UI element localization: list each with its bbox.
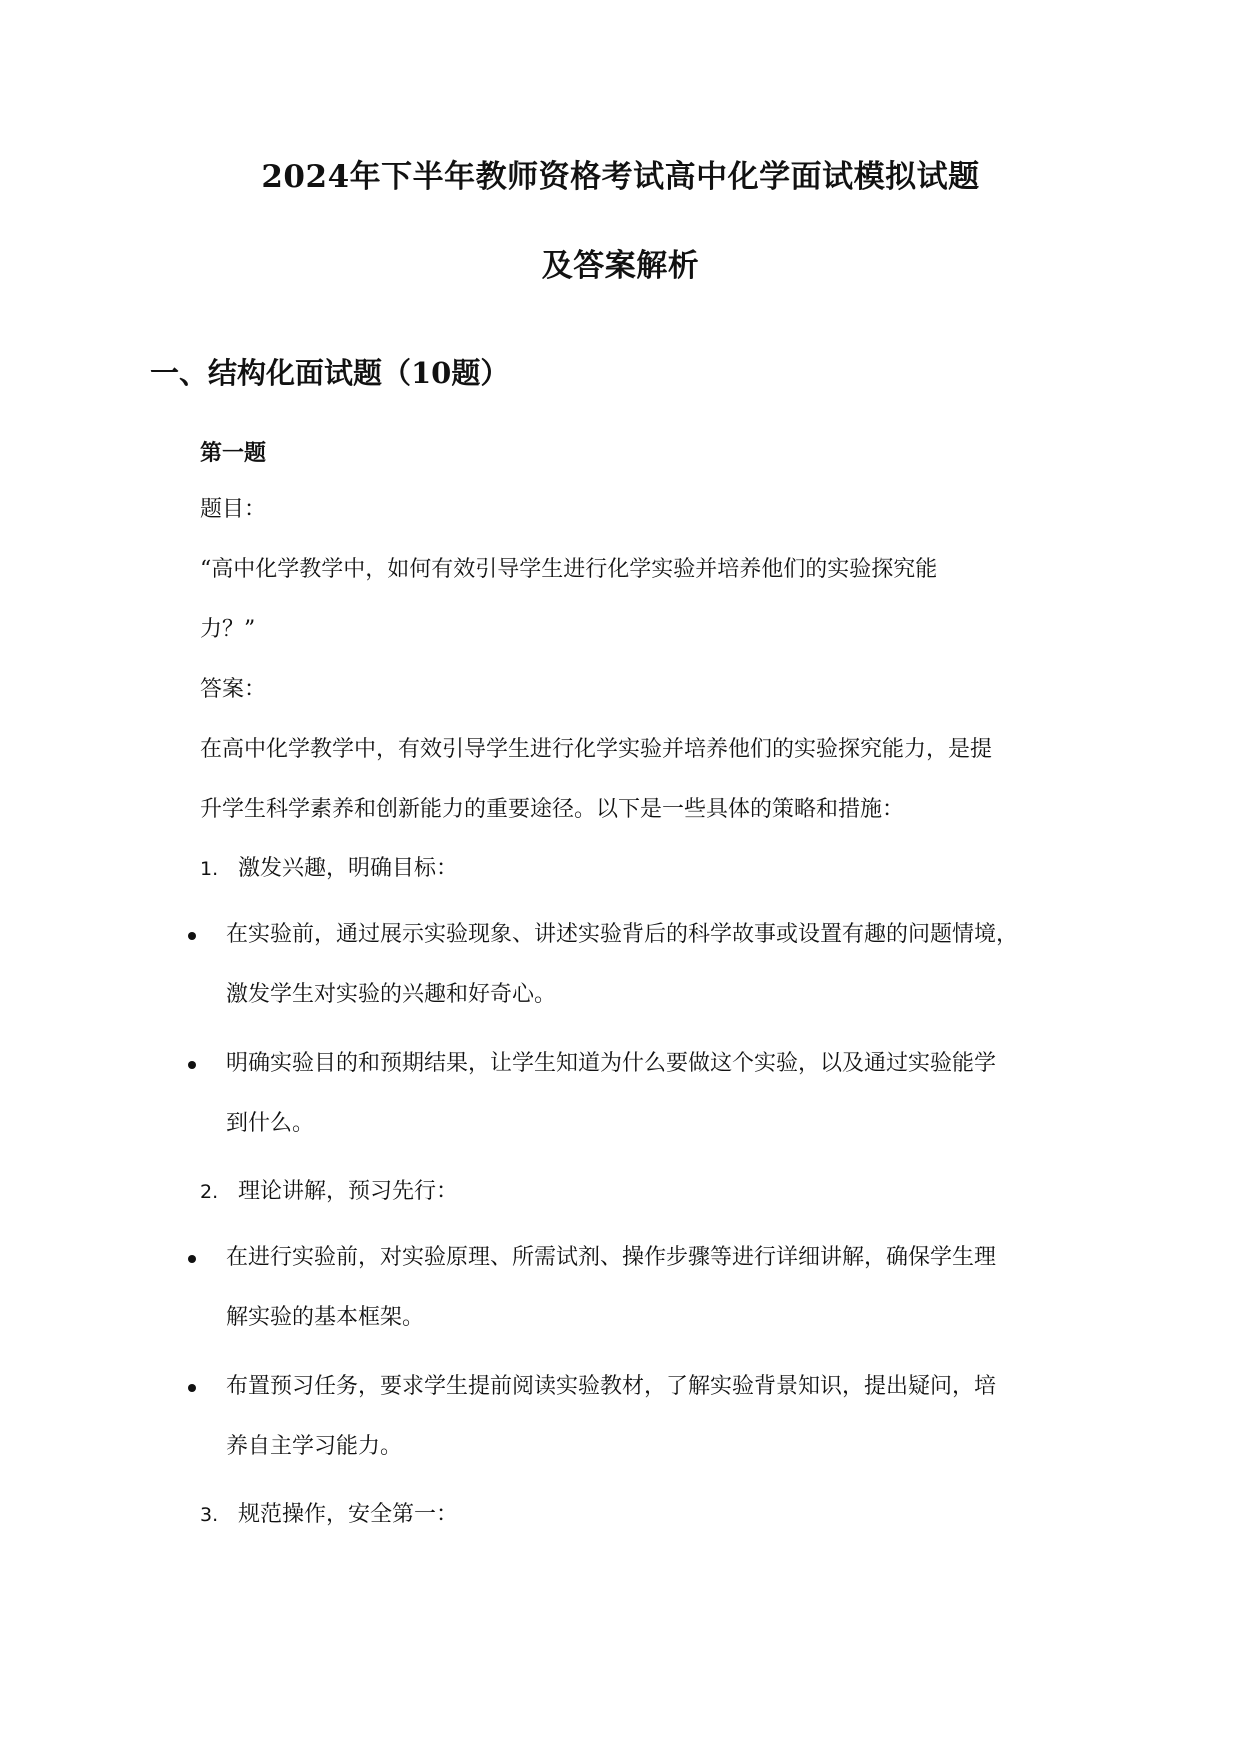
document-title-line-2: 及答案解析 <box>541 248 700 284</box>
question-label: 题目： <box>200 497 267 522</box>
question-text-line-1: “高中化学教学中，如何有效引导学生进行化学实验并培养他们的实验探究能 <box>200 557 938 582</box>
bullet-text-line: 在实验前，通过展示实验现象、讲述实验背后的科学故事或设置有趣的问题情境， <box>226 922 1019 947</box>
bullet-text-line: 布置预习任务，要求学生提前阅读实验教材，了解实验背景知识，提出疑问，培 <box>226 1374 997 1399</box>
list-item-title: 理论讲解，预习先行： <box>238 1179 459 1204</box>
bullet-dot-icon <box>188 1061 196 1069</box>
answer-intro-line-1: 在高中化学教学中，有效引导学生进行化学实验并培养他们的实验探究能力，是提 <box>200 737 993 762</box>
bullet-text-line: 在进行实验前，对实验原理、所需试剂、操作步骤等进行详细讲解，确保学生理 <box>226 1245 997 1270</box>
document-title-line-1: 2024年下半年教师资格考试高中化学面试模拟试题 <box>261 159 980 195</box>
bullet-dot-icon <box>188 1255 196 1263</box>
bullet-text-line: 解实验的基本框架。 <box>226 1305 425 1330</box>
question-heading: 第一题 <box>200 440 267 466</box>
list-number: 3. <box>200 1504 219 1526</box>
question-text-line-2: 力？” <box>200 617 256 642</box>
bullet-text-line: 到什么。 <box>226 1111 315 1136</box>
answer-label: 答案： <box>200 677 267 702</box>
list-item-title: 激发兴趣，明确目标： <box>238 856 459 881</box>
list-number: 2. <box>200 1181 219 1203</box>
list-number: 1. <box>200 858 219 880</box>
bullet-dot-icon <box>188 1384 196 1392</box>
section-heading: 一、结构化面试题（10题） <box>150 356 510 390</box>
answer-intro-line-2: 升学生科学素养和创新能力的重要途径。以下是一些具体的策略和措施： <box>200 797 905 822</box>
bullet-dot-icon <box>188 932 196 940</box>
bullet-text-line: 明确实验目的和预期结果，让学生知道为什么要做这个实验，以及通过实验能学 <box>226 1051 997 1076</box>
list-item-title: 规范操作，安全第一： <box>238 1502 459 1527</box>
bullet-text-line: 养自主学习能力。 <box>226 1434 403 1459</box>
bullet-text-line: 激发学生对实验的兴趣和好奇心。 <box>226 982 557 1007</box>
